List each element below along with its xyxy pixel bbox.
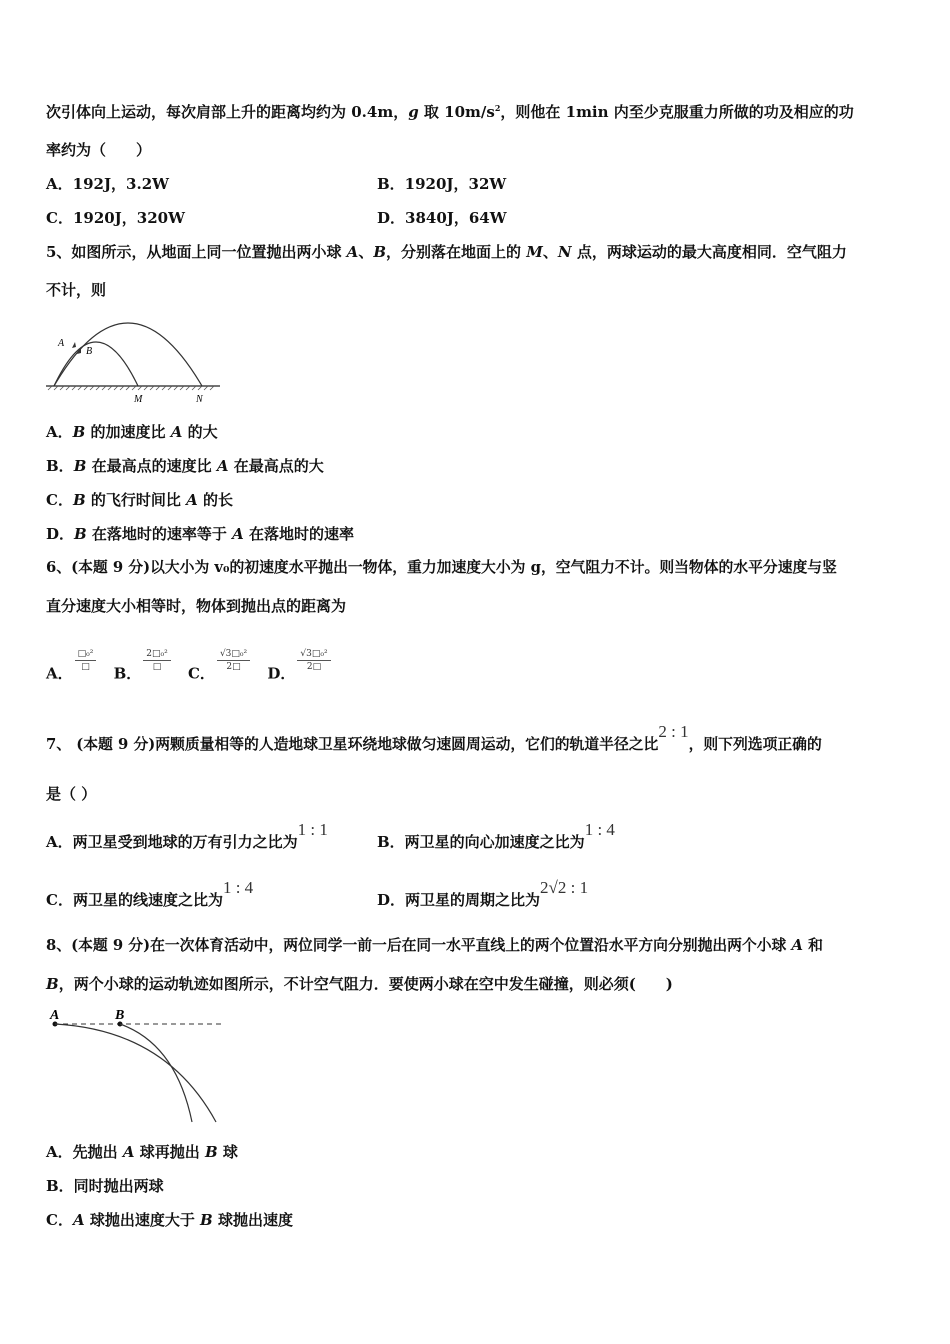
q5-label-a: A (58, 338, 65, 349)
q7-line1: 7、 (本题 9 分)两颗质量相等的人造地球卫星环绕地球做匀速圆周运动，它们的轨道半径之比2 : 1，则下列选项正确的 (46, 722, 822, 753)
q4-option-c: C．1920J，320W (46, 209, 185, 227)
q5-label-b: B (86, 346, 93, 357)
q8-label-b: B (115, 1008, 125, 1023)
q5-line1: 5、如图所示，从地面上同一位置抛出两小球 A、B，分别落在地面上的 M、N 点，两球运动的最大高度相同．空气阻力 (46, 243, 847, 261)
q6-option-b: B． (113, 664, 142, 683)
q6-fraction-b: $\frac{\text{2□₀²}}{□}$ (143, 648, 170, 673)
q7-line2: 是（ ） (46, 785, 97, 803)
q7-option-b: B．两卫星的向心加速度之比为1 : 4 (377, 820, 615, 851)
q6-fraction-a: $\frac{\text{□₀²}}{□}$ (75, 648, 97, 673)
q4-option-a: A．192J，3.2W (46, 175, 169, 193)
q7-radius-ratio: 2 : 1 (658, 722, 689, 741)
q6-line2: 直分速度大小相等时，物体到抛出点的距离为 (46, 597, 347, 615)
q6-fraction-c: $\frac{\text{√3□₀²}}{2□}$ (217, 648, 250, 673)
q8-line2: B，两个小球的运动轨迹如图所示，不计空气阻力．要使两小球在空中发生碰撞，则必须( ) (46, 975, 673, 993)
q5-option-a: A．B 的加速度比 A 的大 (46, 423, 218, 441)
q6-option-a: A． (46, 664, 73, 683)
q6-options (46, 649, 337, 687)
q6-fraction-d: $\frac{\text{√3□₀²}}{2□}$ (297, 648, 330, 673)
q6-line1: 6、(本题 9 分)以大小为 v₀的初速度水平抛出一物体，重力加速度大小为 g，空气阻力不计。则当物体的水平分速度与竖 (46, 559, 837, 576)
q4-option-d: D．3840J，64W (377, 209, 507, 227)
q8-option-b: B．同时抛出两球 (46, 1177, 164, 1195)
q8-option-c: C．A 球抛出速度大于 B 球抛出速度 (46, 1211, 293, 1229)
q8-trajectory-a (55, 1024, 216, 1122)
q6-option-c: C． (187, 664, 215, 683)
q8-trajectory-figure (46, 1004, 226, 1126)
q4-option-b: B．1920J，32W (377, 175, 507, 193)
q5-trajectory-figure (44, 318, 224, 406)
q4-line2: 率约为（ ） (46, 141, 152, 159)
q5-option-c: C．B 的飞行时间比 A 的长 (46, 491, 233, 509)
q7-option-c: C．两卫星的线速度之比为1 : 4 (46, 878, 254, 909)
q8-label-a: A (50, 1008, 60, 1023)
q8-line1: 8、(本题 9 分)在一次体育活动中，两位同学一前一后在同一水平直线上的两个位置沿水平方向分别抛出两个小球 A 和 (46, 937, 823, 954)
q7-option-a: A．两卫星受到地球的万有引力之比为1 : 1 (46, 820, 328, 851)
q8-option-a: A．先抛出 A 球再抛出 B 球 (46, 1143, 238, 1161)
q5-option-d: D．B 在落地时的速率等于 A 在落地时的速率 (46, 525, 355, 543)
q7-option-d: D．两卫星的周期之比为2√2 : 1 (377, 878, 589, 909)
q5-trajectory-b (54, 323, 202, 386)
q5-trajectory-a (54, 342, 138, 386)
q5-line2: 不计，则 (46, 281, 107, 299)
q5-label-m: M (134, 394, 143, 405)
q8-trajectory-b (120, 1024, 192, 1122)
q6-option-d: D． (267, 664, 296, 683)
q5-label-n: N (196, 394, 203, 405)
q5-option-b: B．B 在最高点的速度比 A 在最高点的大 (46, 457, 324, 475)
q4-line1: 次引体向上运动，每次肩部上升的距离均约为 0.4m，g 取 $10m/s^2$，则他在 1min 内至少克服重力所做的功及相应的功 (46, 103, 854, 121)
